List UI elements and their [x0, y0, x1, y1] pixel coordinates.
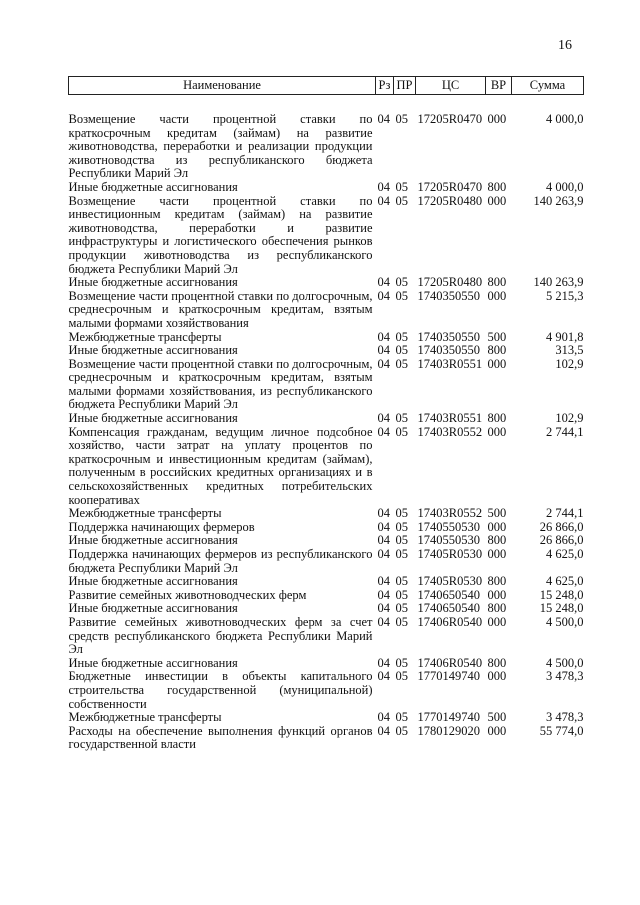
row-name: Возмещение части процентной ставки по долгосрочным, среднесрочным и краткосрочным кредитам, взятым малыми формами хозяйствования — [68, 288, 373, 330]
row-rz: 04 — [377, 574, 390, 589]
table-row — [69, 589, 584, 603]
row-sum: 2 744,1 — [546, 506, 584, 521]
row-rz: 04 — [377, 411, 390, 426]
row-name: Бюджетные инвестиции в объекты капитального строительства государственной (муниципальной) собственности — [68, 669, 373, 711]
row-name: Межбюджетные трансферты — [68, 506, 222, 521]
row-vr: 500 — [487, 710, 507, 725]
row-rz: 04 — [377, 655, 390, 670]
row-rz: 04 — [377, 587, 390, 602]
row-vr: 800 — [487, 533, 507, 548]
row-vr: 000 — [487, 288, 507, 303]
row-sum: 3 478,3 — [546, 710, 584, 725]
row-sum: 26 866,0 — [539, 519, 584, 534]
row-name: Иные бюджетные ассигнования — [68, 275, 238, 290]
row-pr: 05 — [395, 669, 408, 684]
row-rz: 04 — [377, 112, 390, 126]
row-vr: 000 — [487, 112, 507, 126]
row-pr: 05 — [395, 655, 408, 670]
table-row — [69, 331, 584, 345]
header-sum: Сумма — [512, 77, 584, 95]
table-row — [69, 602, 584, 616]
header-pr: ПР — [394, 77, 416, 95]
row-sum: 102,9 — [555, 411, 584, 426]
row-name: Иные бюджетные ассигнования — [68, 343, 238, 358]
row-vr: 800 — [487, 275, 507, 290]
header-name: Наименование — [69, 77, 376, 95]
row-rz: 04 — [377, 547, 390, 561]
table-row — [69, 548, 584, 575]
row-pr: 05 — [395, 601, 408, 616]
row-rz: 04 — [377, 669, 390, 684]
row-sum: 140 263,9 — [533, 275, 584, 290]
row-name: Развитие семейных животноводческих ферм — [68, 587, 307, 602]
row-sum: 4 000,0 — [546, 179, 584, 194]
row-name: Поддержка начинающих фермеров — [68, 519, 255, 534]
row-name: Развитие семейных животноводческих ферм за счет средств республиканского бюджета Республики Марий Эл — [68, 614, 373, 657]
row-rz: 04 — [377, 710, 390, 725]
budget-table — [68, 76, 584, 752]
row-cs: 17406R0540 — [417, 614, 483, 629]
row-pr: 05 — [395, 275, 408, 290]
row-rz: 04 — [377, 275, 390, 290]
row-cs: 17403R0551 — [417, 411, 483, 426]
row-rz: 04 — [377, 601, 390, 616]
row-pr: 05 — [395, 506, 408, 521]
row-sum: 4 500,0 — [546, 614, 584, 629]
row-sum: 4 000,0 — [546, 112, 584, 126]
row-sum: 4 625,0 — [546, 574, 584, 589]
row-name: Возмещение части процентной ставки по долгосрочным, среднесрочным и краткосрочным кредитам, взятым малыми формами хозяйствования, из республиканского бюджета Республики Марий Эл — [68, 356, 373, 412]
row-pr: 05 — [395, 356, 408, 371]
row-name: Межбюджетные трансферты — [68, 710, 222, 725]
row-cs: 1780129020 — [417, 723, 480, 738]
row-pr: 05 — [395, 193, 408, 208]
row-sum: 4 500,0 — [546, 655, 584, 670]
row-name: Иные бюджетные ассигнования — [68, 533, 238, 548]
row-cs: 17405R0530 — [417, 574, 483, 589]
row-rz: 04 — [377, 179, 390, 194]
row-rz: 04 — [377, 424, 390, 439]
row-vr: 500 — [487, 506, 507, 521]
header-rz: Рз — [376, 77, 394, 95]
row-pr: 05 — [395, 112, 408, 126]
row-pr: 05 — [395, 179, 408, 194]
row-sum: 102,9 — [555, 356, 584, 371]
row-rz: 04 — [377, 288, 390, 303]
row-cs: 1770149740 — [417, 710, 480, 725]
table-row — [69, 711, 584, 725]
row-name: Расходы на обеспечение выполнения функций органов государственной власти — [68, 723, 373, 752]
row-pr: 05 — [395, 329, 408, 344]
table-row — [69, 521, 584, 535]
row-name: Возмещение части процентной ставки по краткосрочным кредитам (займам) на развитие животноводства, переработки и реализации продукции животноводства из республиканского бюджета Республики Марий Эл — [68, 112, 373, 181]
row-pr: 05 — [395, 614, 408, 629]
row-vr: 800 — [487, 411, 507, 426]
row-vr: 800 — [487, 179, 507, 194]
row-sum: 3 478,3 — [546, 669, 584, 684]
header-vr: ВР — [486, 77, 512, 95]
row-pr: 05 — [395, 424, 408, 439]
table-row — [69, 276, 584, 290]
row-pr: 05 — [395, 574, 408, 589]
row-pr: 05 — [395, 547, 408, 561]
header-cs: ЦС — [416, 77, 486, 95]
table-row — [69, 670, 584, 711]
row-cs: 17403R0552 — [417, 506, 483, 521]
row-cs: 17406R0540 — [417, 655, 483, 670]
row-name: Компенсация гражданам, ведущим личное подсобное хозяйство, части затрат на уплату процентов по краткосрочным и инвестиционным кредитам (займам), полученным в российских кредитных организациях и в сельскохозяйственных кредитных потребительских кооперативах — [68, 424, 373, 507]
row-name: Поддержка начинающих фермеров из республиканского бюджета Республики Марий Эл — [68, 547, 373, 575]
table-row — [69, 426, 584, 508]
table-row — [69, 725, 584, 752]
row-pr: 05 — [395, 587, 408, 602]
row-cs: 1740350550 — [417, 288, 480, 303]
row-sum: 313,5 — [555, 343, 584, 358]
row-cs: 1740550530 — [417, 519, 480, 534]
table-body — [69, 95, 584, 752]
table-row — [69, 507, 584, 521]
table-row — [69, 290, 584, 331]
row-rz: 04 — [377, 506, 390, 521]
table-row — [69, 358, 584, 412]
row-vr: 000 — [487, 424, 507, 439]
row-rz: 04 — [377, 519, 390, 534]
row-vr: 800 — [487, 574, 507, 589]
row-cs: 1740550530 — [417, 533, 480, 548]
row-rz: 04 — [377, 723, 390, 738]
row-pr: 05 — [395, 723, 408, 738]
row-cs: 17205R0480 — [417, 275, 483, 290]
row-cs: 1740650540 — [417, 601, 480, 616]
row-cs: 17205R0470 — [417, 112, 483, 126]
row-vr: 800 — [487, 655, 507, 670]
row-sum: 26 866,0 — [539, 533, 584, 548]
row-cs: 17403R0551 — [417, 356, 483, 371]
row-sum: 4 625,0 — [546, 547, 584, 561]
row-name: Иные бюджетные ассигнования — [68, 179, 238, 194]
table-row — [69, 344, 584, 358]
row-pr: 05 — [395, 710, 408, 725]
row-pr: 05 — [395, 343, 408, 358]
row-name: Иные бюджетные ассигнования — [68, 411, 238, 426]
row-vr: 800 — [487, 343, 507, 358]
row-sum: 55 774,0 — [539, 723, 584, 738]
row-name: Межбюджетные трансферты — [68, 329, 222, 344]
table-row — [69, 412, 584, 426]
row-vr: 000 — [487, 614, 507, 629]
table-row — [69, 95, 584, 181]
table-header-row — [69, 77, 584, 95]
row-vr: 500 — [487, 329, 507, 344]
row-name: Возмещение части процентной ставки по инвестиционным кредитам (займам) на развитие животноводства, переработки и развитие инфраструктуры и логистического обеспечения рынков продукции животноводства из республиканского бюджета Республики Марий Эл — [68, 193, 373, 276]
row-rz: 04 — [377, 193, 390, 208]
row-cs: 17403R0552 — [417, 424, 483, 439]
row-rz: 04 — [377, 614, 390, 629]
row-cs: 17405R0530 — [417, 547, 483, 561]
row-vr: 000 — [487, 193, 507, 208]
row-name: Иные бюджетные ассигнования — [68, 655, 238, 670]
row-vr: 800 — [487, 601, 507, 616]
table-row — [69, 616, 584, 657]
page-number: 16 — [558, 38, 572, 53]
row-vr: 000 — [487, 519, 507, 534]
row-sum: 15 248,0 — [539, 601, 584, 616]
row-rz: 04 — [377, 329, 390, 344]
row-sum: 2 744,1 — [546, 424, 584, 439]
table-row — [69, 181, 584, 195]
row-pr: 05 — [395, 533, 408, 548]
row-cs: 17205R0470 — [417, 179, 483, 194]
row-sum: 15 248,0 — [539, 587, 584, 602]
row-vr: 000 — [487, 669, 507, 684]
table-row — [69, 575, 584, 589]
row-name: Иные бюджетные ассигнования — [68, 601, 238, 616]
row-rz: 04 — [377, 343, 390, 358]
row-rz: 04 — [377, 533, 390, 548]
row-vr: 000 — [487, 356, 507, 371]
row-pr: 05 — [395, 288, 408, 303]
row-rz: 04 — [377, 356, 390, 371]
row-cs: 1740350550 — [417, 343, 480, 358]
table-row — [69, 534, 584, 548]
row-vr: 000 — [487, 587, 507, 602]
row-sum: 140 263,9 — [533, 193, 584, 208]
row-vr: 000 — [487, 547, 507, 561]
row-cs: 1770149740 — [417, 669, 480, 684]
row-cs: 17205R0480 — [417, 193, 483, 208]
table-row — [69, 657, 584, 671]
row-sum: 5 215,3 — [546, 288, 584, 303]
row-cs: 1740650540 — [417, 587, 480, 602]
row-pr: 05 — [395, 519, 408, 534]
row-pr: 05 — [395, 411, 408, 426]
row-name: Иные бюджетные ассигнования — [68, 574, 238, 589]
row-cs: 1740350550 — [417, 329, 480, 344]
row-sum: 4 901,8 — [546, 329, 584, 344]
row-vr: 000 — [487, 723, 507, 738]
table-row — [69, 195, 584, 277]
